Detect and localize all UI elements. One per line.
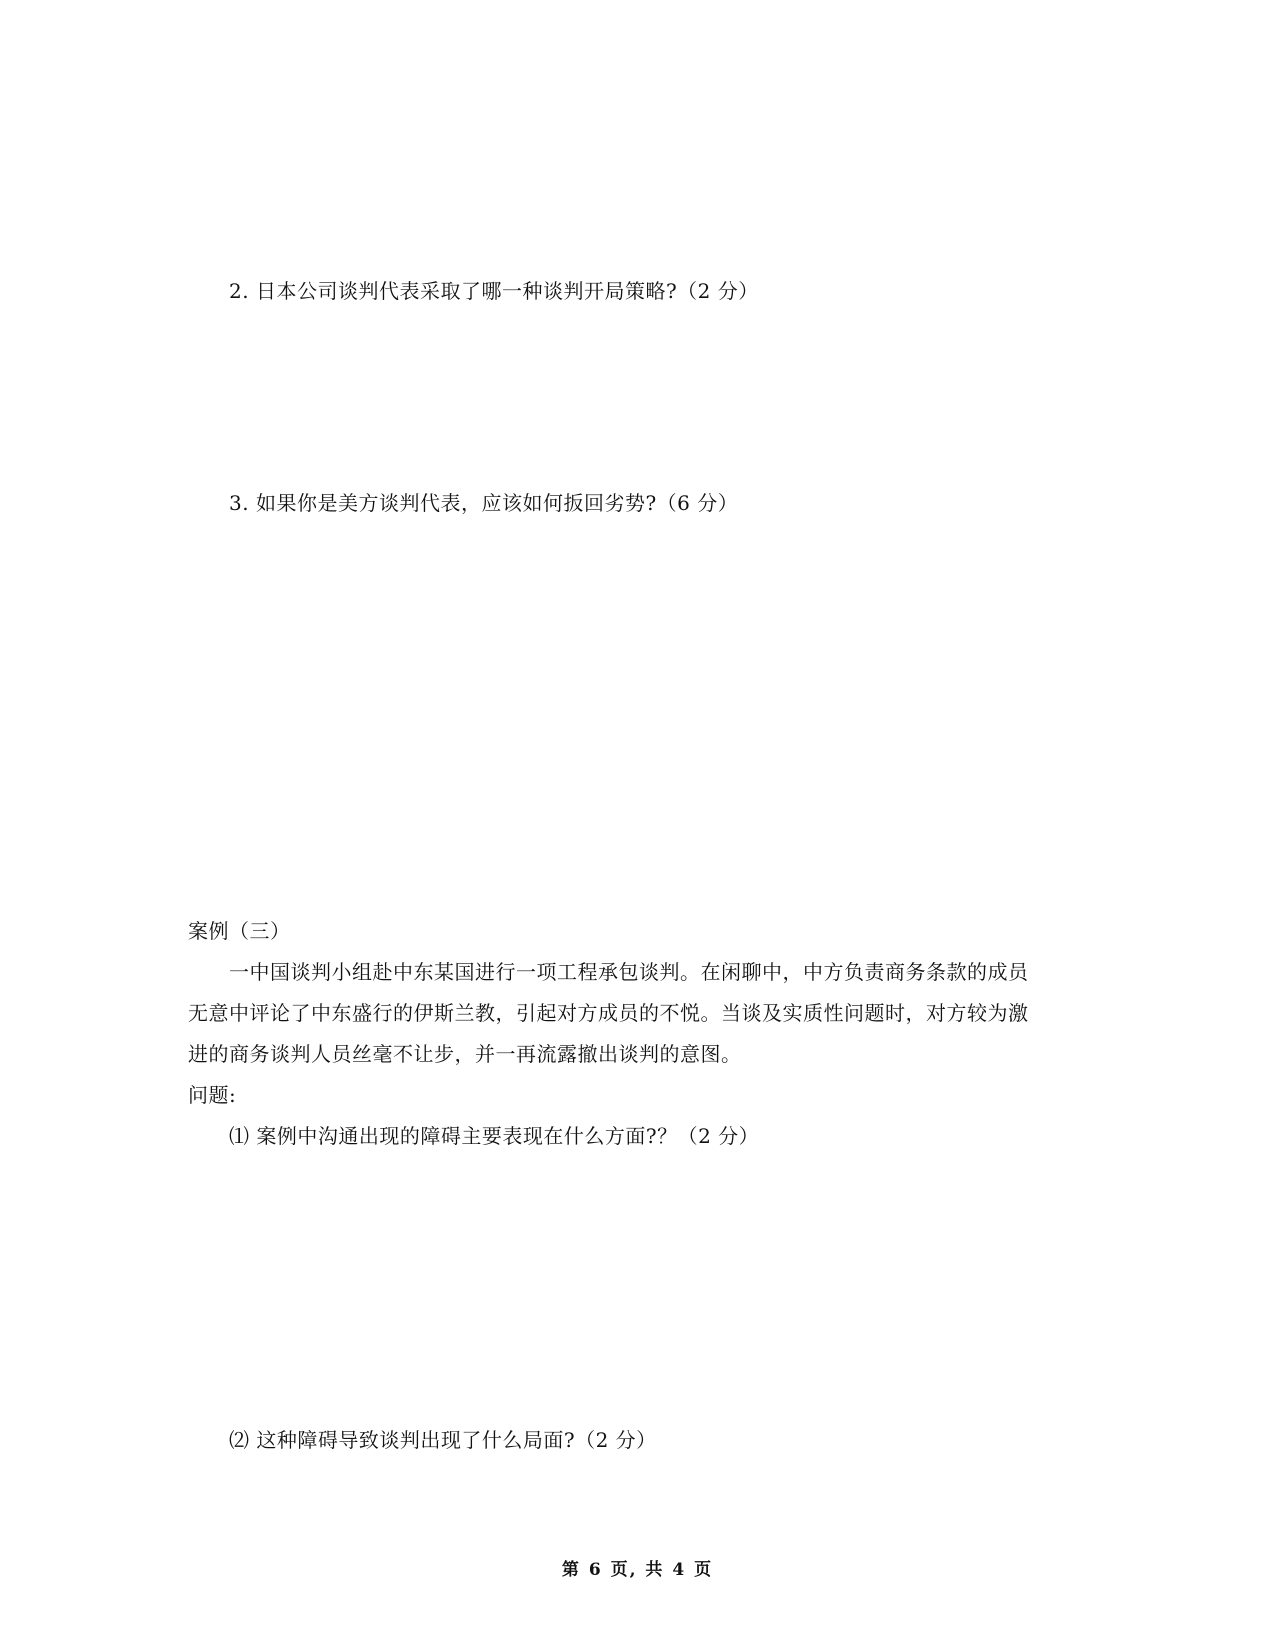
case-3-paragraph-line-1: 一中国谈判小组赴中东某国进行一项工程承包谈判。在闲聊中，中方负责商务条款的成员 bbox=[229, 960, 1029, 984]
question-3: 3. 如果你是美方谈判代表，应该如何扳回劣势?（6 分） bbox=[229, 491, 739, 515]
question-2: 2. 日本公司谈判代表采取了哪一种谈判开局策略?（2 分） bbox=[229, 279, 759, 303]
case-3-title: 案例（三） bbox=[188, 919, 291, 943]
sub-question-1: ⑴ 案例中沟通出现的障碍主要表现在什么方面?？（2 分） bbox=[229, 1124, 760, 1148]
questions-label: 问题: bbox=[188, 1083, 237, 1107]
page-footer: 第 6 页, 共 4 页 bbox=[561, 1560, 714, 1580]
case-3-paragraph-line-2: 无意中评论了中东盛行的伊斯兰教，引起对方成员的不悦。当谈及实质性问题时，对方较为激 bbox=[188, 1001, 1029, 1025]
case-3-paragraph-line-3: 进的商务谈判人员丝毫不让步，并一再流露撤出谈判的意图。 bbox=[188, 1042, 742, 1066]
sub-question-2: ⑵ 这种障碍导致谈判出现了什么局面?（2 分） bbox=[229, 1428, 657, 1452]
